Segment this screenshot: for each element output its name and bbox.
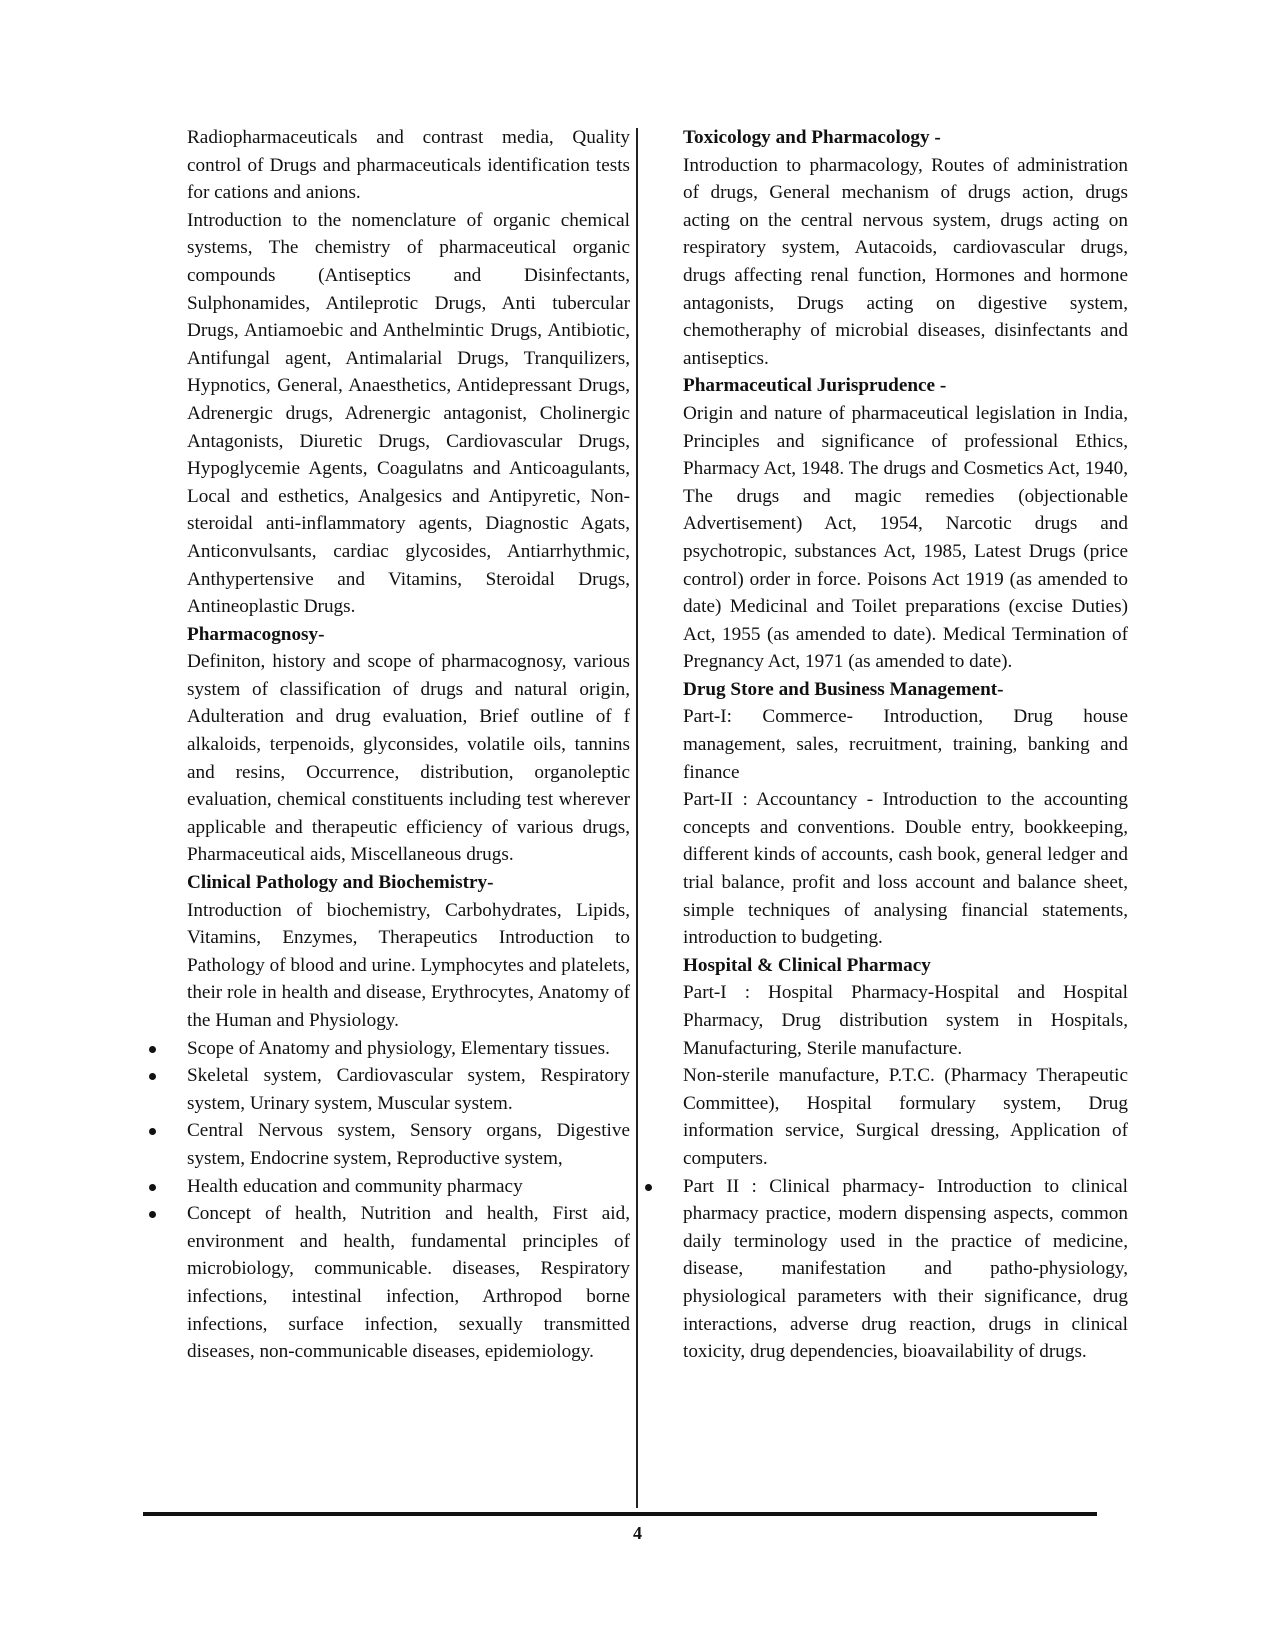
paragraph-clinical-pathology: Introduction of biochemistry, Carbohydrates, Lipids, Vitamins, Enzymes, Therapeutics Introduction to Pathology of blood and urine. Lymphocytes and platelets, their role in health and disease, Erythrocytes, Anatomy of the Human and Physiology.: [187, 899, 630, 1031]
bullet-text: Health education and community pharmacy: [187, 1175, 523, 1197]
heading-pharmacognosy: Pharmacognosy-: [187, 623, 325, 645]
bullet-item: [187, 1117, 630, 1172]
bullet-item: [187, 1200, 630, 1366]
heading-clinical-pathology: Clinical Pathology and Biochemistry-: [187, 872, 494, 894]
bullet-icon: [149, 1184, 156, 1191]
page-number: 4: [633, 1523, 642, 1543]
heading-hospital-pharmacy: Hospital & Clinical Pharmacy: [683, 954, 931, 976]
paragraph-organic-nomenclature: Introduction to the nomenclature of organic chemical systems, The chemistry of pharmaceutical organic compounds (Antiseptics and Disinfectants, Sulphonamides, Antileprotic Drugs, Anti tubercular Drugs, Antiamoebic and Anthelmintic Drugs, Antibiotic, Antifungal agent, Antimalarial Drugs, Tranquilizers, Hypnotics, General, Anaesthetics, Antidepressant Drugs, Adrenergic drugs, Adrenergic antagonist, Cholinergic Antagonists, Diuretic Drugs, Cardiovascular Drugs, Hypoglycemie Agents, Coagulatns and Anticoagulants, Local and esthetics, Analgesics and Antipyretic, Non-steroidal anti-inflammatory agents, Diagnostic Agats, Anticonvulsants, cardiac glycosides, Antiarrhythmic, Anthypertensive and Vitamins, Steroidal Drugs, Antineoplastic Drugs.: [187, 209, 630, 618]
bullet-icon: [149, 1211, 156, 1218]
bullet-text: Skeletal system, Cardiovascular system, Respiratory system, Urinary system, Muscular system.: [187, 1065, 630, 1114]
left-column: [187, 124, 630, 1366]
heading-drug-store: Drug Store and Business Management-: [683, 678, 1004, 700]
bullet-text: Concept of health, Nutrition and health, First aid, environment and health, fundamental principles of microbiology, communicable. diseases, Respiratory infections, intestinal infection, Arthropod borne infections, surface infection, sexually transmitted diseases, non-communicable diseases, epidemiology.: [187, 1203, 630, 1363]
bullet-text: Central Nervous system, Sensory organs, Digestive system, Endocrine system, Reproductive system,: [187, 1120, 630, 1169]
bullet-text: Part II : Clinical pharmacy- Introduction to clinical pharmacy practice, modern dispensing aspects, common daily terminology used in the practice of medicine, disease, manifestation and patho-physiology, physiological parameters with their significance, drug interactions, adverse drug reaction, drugs in clinical toxicity, drug dependencies, bioavailability of drugs.: [683, 1175, 1128, 1363]
bullet-item: [683, 1173, 1128, 1366]
column-divider: [636, 128, 638, 1508]
bullet-item: [187, 1062, 630, 1117]
paragraph-radiopharmaceuticals: Radiopharmaceuticals and contrast media, Quality control of Drugs and pharmaceuticals identification tests for cations and anions.: [187, 127, 630, 204]
paragraph-toxicology: Introduction to pharmacology, Routes of administration of drugs, General mechanism of drugs action, drugs acting on the central nervous system, drugs acting on respiratory system, Autacoids, cardiovascular drugs, drugs affecting renal function, Hormones and hormone antagonists, Drugs acting on digestive system, chemotheraphy of microbial diseases, disinfectants and antiseptics.: [683, 154, 1128, 369]
footer-rule: [143, 1512, 1097, 1516]
bullet-icon: [149, 1128, 156, 1135]
paragraph-hospital-nonsterile: Non-sterile manufacture, P.T.C. (Pharmacy Therapeutic Committee), Hospital formulary system, Drug information service, Surgical dressing, Application of computers.: [683, 1065, 1128, 1169]
heading-jurisprudence: Pharmaceutical Jurisprudence -: [683, 375, 947, 397]
paragraph-drug-store-part2: Part-II : Accountancy - Introduction to the accounting concepts and conventions. Double entry, bookkeeping, different kinds of accounts, cash book, general ledger and trial balance, profit and loss account and balance sheet, simple techniques of analysing financial statements, introduction to budgeting.: [683, 789, 1128, 949]
paragraph-jurisprudence: Origin and nature of pharmaceutical legislation in India, Principles and significance of professional Ethics, Pharmacy Act, 1948. The drugs and Cosmetics Act, 1940, The drugs and magic remedies (objectionable Advertisement) Act, 1954, Narcotic drugs and psychotropic, substances Act, 1985, Latest Drugs (price control) order in force. Poisons Act 1919 (as amended to date) Medicinal and Toilet preparations (excise Duties) Act, 1955 (as amended to date). Medical Termination of Pregnancy Act, 1971 (as amended to date).: [683, 402, 1128, 673]
bullet-text: Scope of Anatomy and physiology, Elementary tissues.: [187, 1037, 610, 1059]
bullet-item: [187, 1173, 630, 1201]
paragraph-pharmacognosy: Definiton, history and scope of pharmacognosy, various system of classification of drugs and natural origin, Adulteration and drug evaluation, Brief outline of f alkaloids, terpenoids, glyconsides, volatile oils, tannins and resins, Occurrence, distribution, organoleptic evaluation, chemical constituents including test wherever applicable and therapeutic efficiency of various drugs, Pharmaceutical aids, Miscellaneous drugs.: [187, 651, 630, 866]
bullet-icon: [645, 1184, 652, 1191]
right-column: [683, 124, 1128, 1366]
bullet-icon: [149, 1046, 156, 1053]
paragraph-drug-store-part1: Part-I: Commerce- Introduction, Drug house management, sales, recruitment, training, banking and finance: [683, 706, 1128, 783]
bullet-item: [187, 1035, 630, 1063]
bullet-icon: [149, 1073, 156, 1080]
heading-toxicology: Toxicology and Pharmacology -: [683, 127, 941, 148]
paragraph-hospital-part1: Part-I : Hospital Pharmacy-Hospital and Hospital Pharmacy, Drug distribution system in Hospitals, Manufacturing, Sterile manufacture.: [683, 982, 1128, 1059]
